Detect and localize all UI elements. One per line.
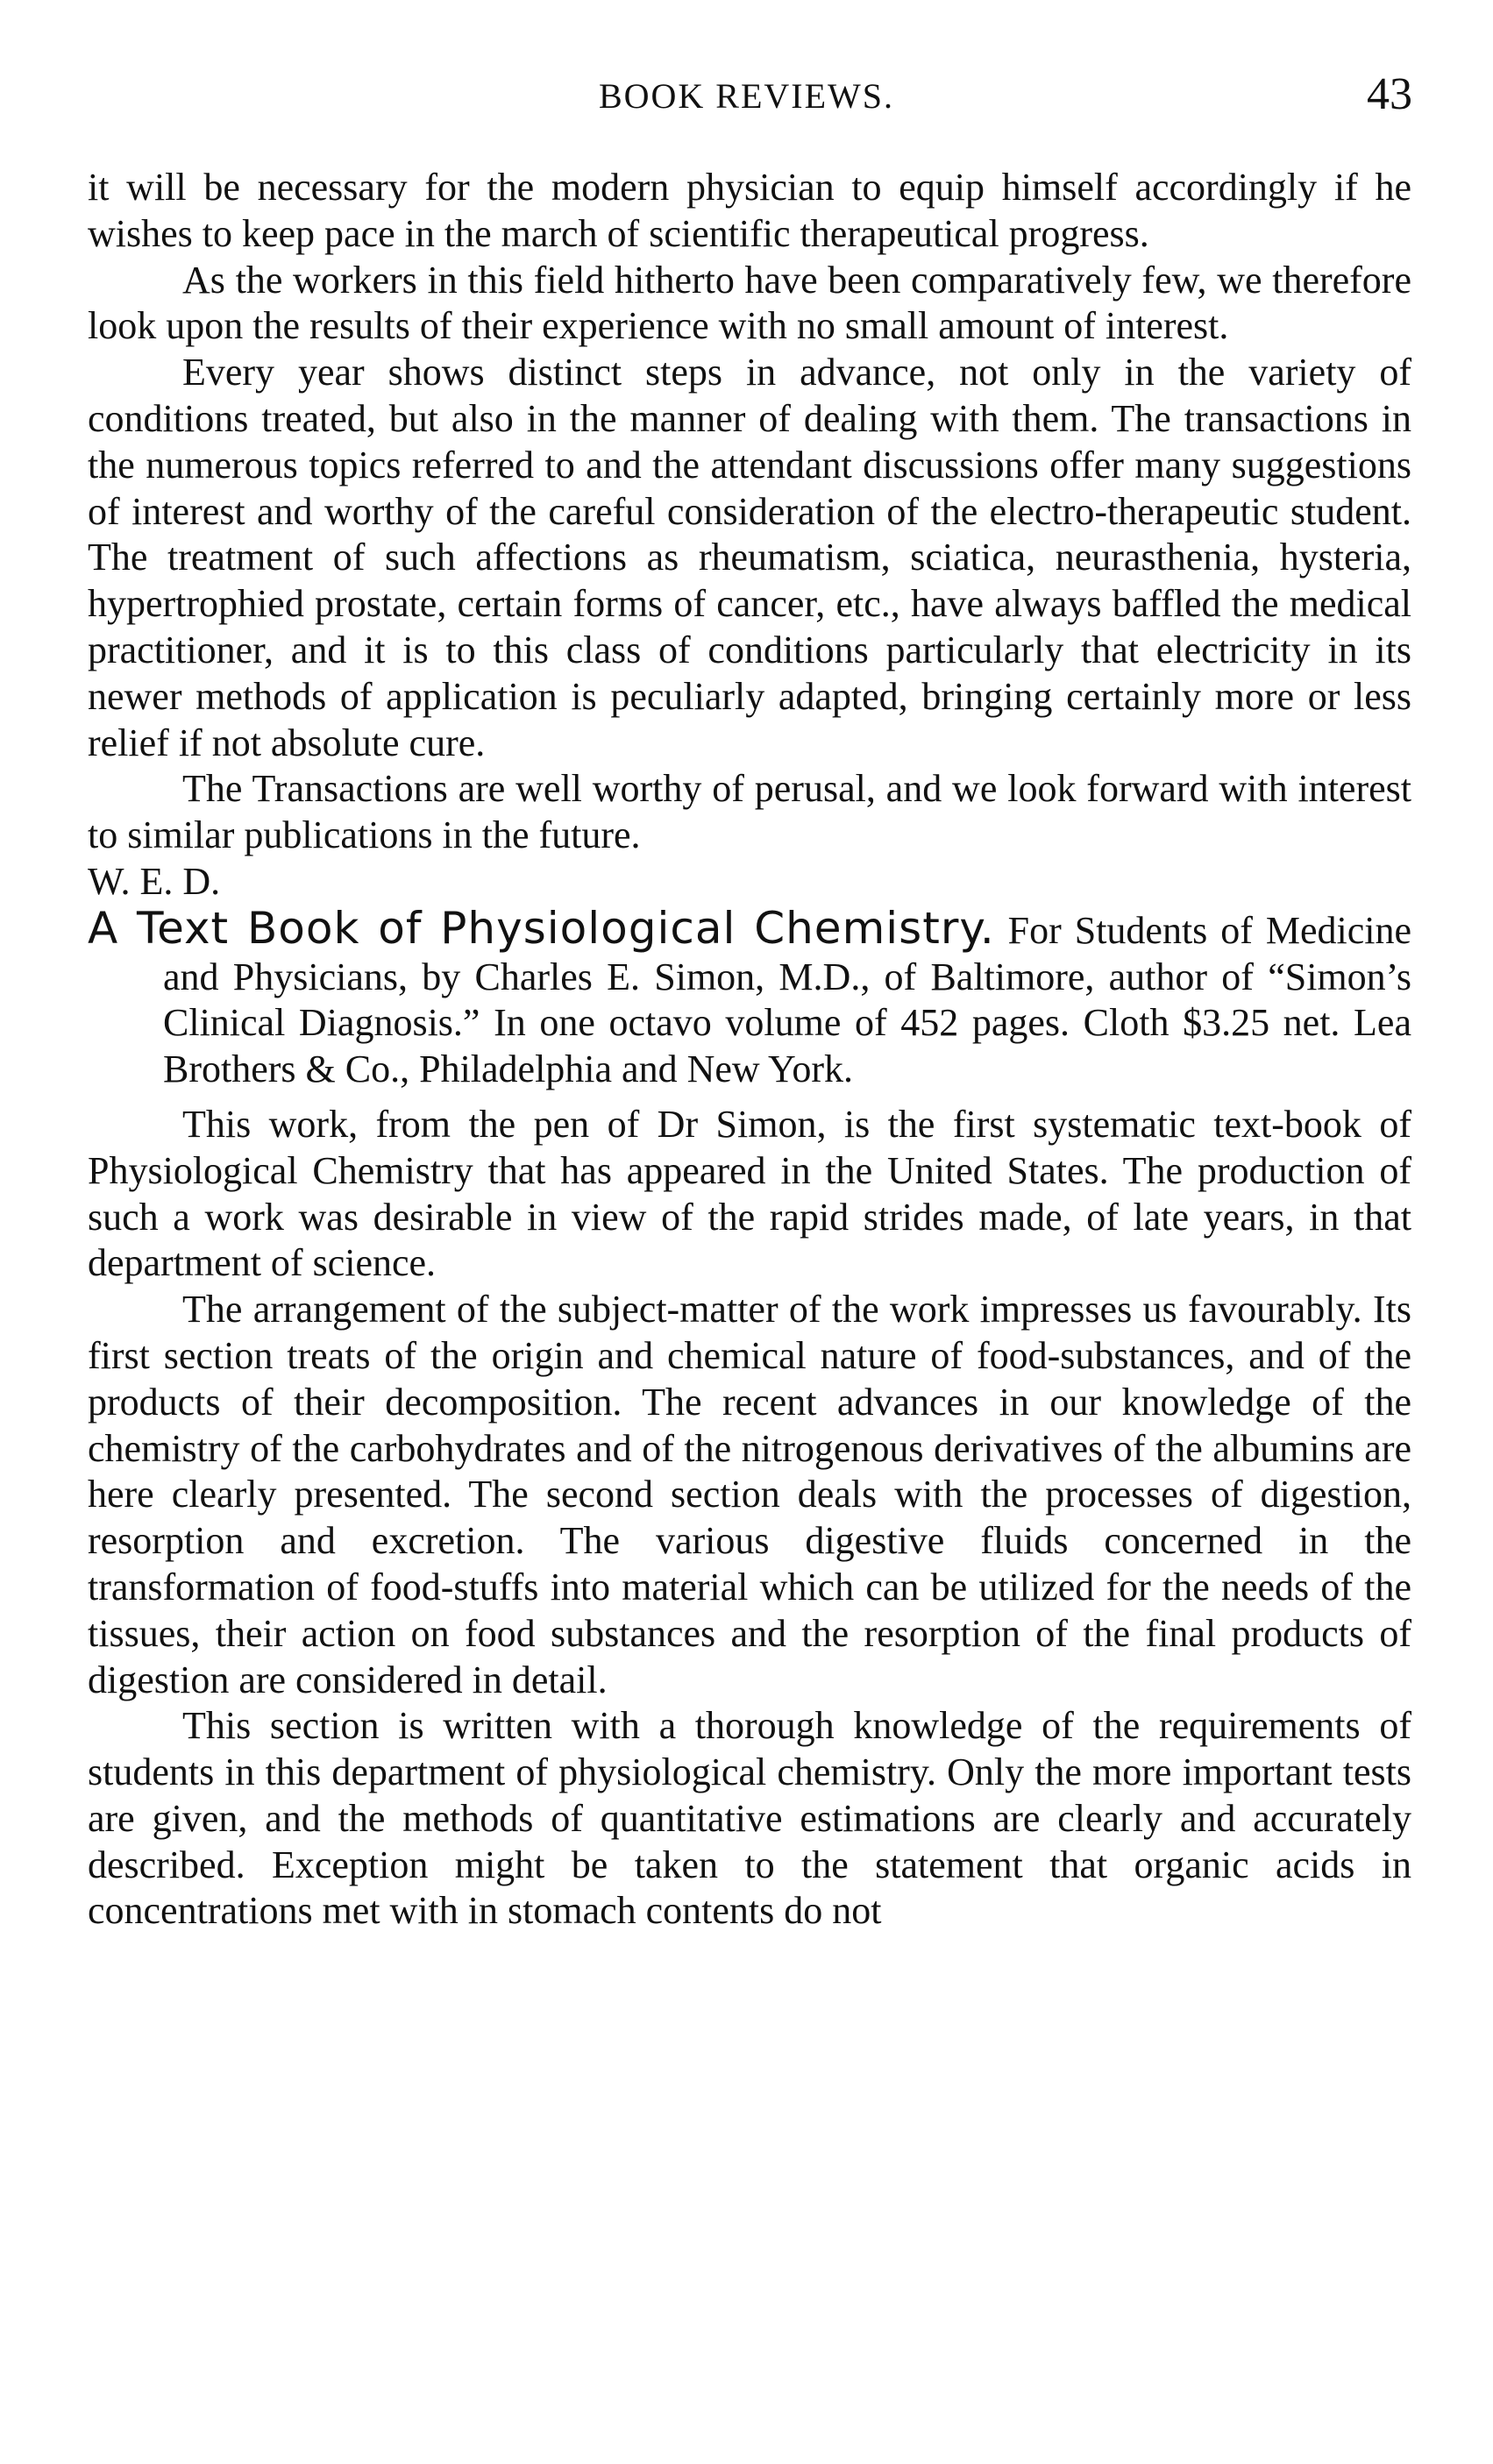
running-head (0, 68, 1493, 121)
review-body (88, 1102, 1411, 1935)
paragraph: This section is written with a thorough knowledge of the requirements of students in this department of physiological chemistry. Only the more important tests are given, and the methods of quantitative estimations are clearly and accurately described. Exception might be taken to the statement that organic acids in concentrations met with in stomach contents do not (88, 1704, 1411, 1933)
paragraph: it will be necessary for the modern physician to equip himself accordingly if he wishes to keep pace in the march of scientific therapeutical progress. (88, 166, 1411, 255)
paragraph: Every year shows distinct steps in advance, not only in the variety of conditions treated, but also in the manner of dealing with them. The transactions in the numerous topics referred to and the attendant discussions offer many suggestions of interest and worthy of the careful consideration of the electro-therapeutic student. The treatment of such affections as rheumatism, sciatica, neurasthenia, hysteria, hypertrophied prostate, certain forms of cancer, etc., have always baffled the medical practitioner, and it is to this class of conditions particularly that electricity in its newer methods of application is peculiarly adapted, bringing certainly more or less relief if not absolute cure. (88, 351, 1411, 764)
paragraph: As the workers in this field hitherto have been comparatively few, we therefore look upon the results of their experience with no small amount of interest. (88, 258, 1411, 348)
page-number: 43 (1367, 69, 1412, 119)
previous-review (88, 165, 1411, 905)
paragraph: The Transactions are well worthy of perusal, and we look forward with interest to similar publications in the future. (88, 767, 1411, 857)
review-physiological-chemistry (88, 902, 1411, 1935)
reviewer-signature: W. E. D. (88, 859, 221, 903)
paragraph: This work, from the pen of Dr Simon, is the first systematic text-book of Physiological Chemistry that has appeared in the United States. The production of such a work was desirable in view of the rapid strides made, of late years, in that department of science. (88, 1102, 1411, 1285)
review-book-title: A Text Book of Physiological Chemistry. (88, 902, 995, 954)
running-title: BOOK REVIEWS. (598, 76, 895, 116)
review-bibliographic-details: For Students of Medicine and Physicians, by Charles E. Simon, M.D., of Baltimore, author of “Simon’s Clinical Diagnosis.” In one octavo volume of 452 pages. Cloth $3.25 net. Lea Brothers & Co., Philadelphia and New York. (163, 908, 1411, 1091)
body-text (88, 165, 1411, 1935)
review-heading (88, 902, 1411, 1093)
paragraph: The arrangement of the subject-matter of the work impresses us favourably. Its first section treats of the origin and chemical nature of food-substances, and of the products of their decomposition. The recent advances in our knowledge of the chemistry of the carbohydrates and of the nitrogenous derivatives of the albumins are here clearly presented. The second section deals with the processes of digestion, resorption and excretion. The various digestive fluids concerned in the transformation of food-stuffs into material which can be utilized for the needs of the tissues, their action on food substances and the resorption of the final products of digestion are considered in detail. (88, 1288, 1411, 1701)
